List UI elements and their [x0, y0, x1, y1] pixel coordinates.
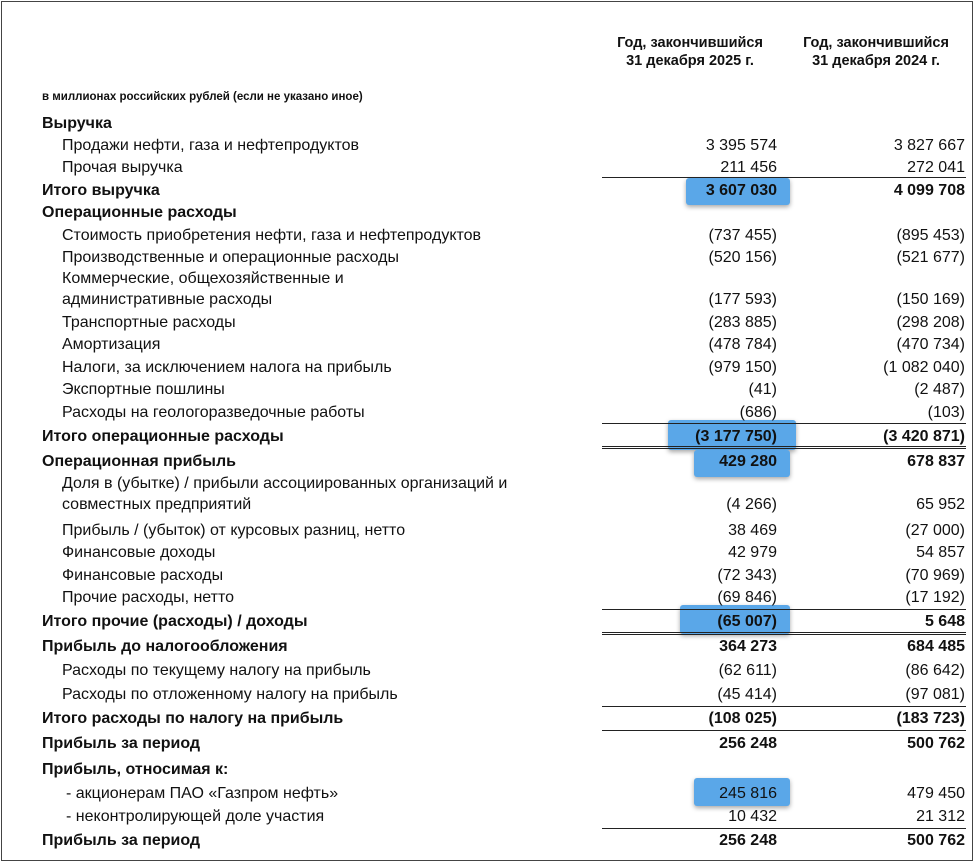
- table-row: [0, 452, 976, 475]
- row-label: совместных предприятий: [62, 496, 252, 513]
- table-row: [0, 181, 976, 204]
- row-label: Налоги, за исключением налога на прибыль: [62, 359, 392, 376]
- table-row: [0, 709, 976, 732]
- value-2024: (1 082 040): [883, 359, 965, 376]
- table-row: [0, 760, 976, 783]
- table-row: [0, 588, 976, 611]
- value-2025: (478 784): [708, 336, 777, 353]
- row-label: Итого расходы по налогу на прибыль: [42, 710, 344, 727]
- table-row: [0, 313, 976, 336]
- value-2025: 3 395 574: [705, 137, 777, 154]
- row-label: Коммерческие, общехозяйственные и: [62, 270, 344, 287]
- table-row: [0, 248, 976, 271]
- value-2024: (183 723): [896, 710, 965, 727]
- value-2025: 256 248: [719, 832, 777, 849]
- value-2025: 211 456: [720, 159, 777, 176]
- row-label: Продажи нефти, газа и нефтепродуктов: [62, 137, 359, 154]
- value-2024: (17 192): [905, 589, 965, 606]
- value-2025: 3 607 030: [705, 182, 777, 199]
- table-row: [0, 831, 976, 854]
- table-row: [0, 521, 976, 544]
- units-note: в миллионах российских рублей (если не указано иное): [42, 91, 363, 103]
- value-2024: (150 169): [896, 291, 965, 308]
- value-2025: (177 593): [708, 291, 777, 308]
- row-label: Прибыль за период: [42, 832, 201, 849]
- value-2025: (62 611): [718, 662, 777, 679]
- value-2024: 54 857: [916, 544, 965, 561]
- subtotal-divider: [602, 706, 966, 707]
- value-2024: 272 041: [907, 159, 965, 176]
- value-2025: 429 280: [719, 453, 777, 470]
- value-2024: 479 450: [907, 785, 965, 802]
- table-row: [0, 784, 976, 807]
- value-2024: (86 642): [905, 662, 965, 679]
- table-row: [0, 495, 976, 518]
- value-2024: (895 453): [896, 227, 965, 244]
- row-label: административные расходы: [62, 291, 273, 308]
- value-2025: (979 150): [708, 359, 777, 376]
- table-row: [0, 380, 976, 403]
- value-2024: (2 487): [914, 381, 965, 398]
- row-label: Операционные расходы: [42, 204, 237, 221]
- value-2025: (3 177 750): [695, 428, 777, 445]
- value-2024: (470 734): [896, 336, 965, 353]
- row-label: Расходы по текущему налогу на прибыль: [62, 662, 371, 679]
- value-2024: (298 208): [896, 314, 965, 331]
- subtotal-divider: [602, 609, 966, 610]
- row-label: Производственные и операционные расходы: [62, 249, 399, 266]
- value-2025: (283 885): [708, 314, 777, 331]
- value-2024: (27 000): [905, 522, 965, 539]
- table-row: [0, 290, 976, 313]
- value-2025: 256 248: [719, 735, 777, 752]
- row-label: Операционная прибыль: [42, 453, 236, 470]
- row-label: Прибыль / (убыток) от курсовых разниц, нетто: [62, 522, 406, 539]
- value-2025: (108 025): [708, 710, 777, 727]
- table-row: [0, 114, 976, 137]
- value-2024: (3 420 871): [883, 428, 965, 445]
- table-row: [0, 566, 976, 589]
- value-2024: (103): [927, 404, 965, 421]
- value-2024: 3 827 667: [893, 137, 965, 154]
- value-2025: (41): [748, 381, 777, 398]
- row-label: Финансовые доходы: [62, 544, 216, 561]
- row-label: Выручка: [42, 115, 112, 132]
- value-2024: 678 837: [907, 453, 965, 470]
- column-header-2024-line1: Год, закончившийся: [803, 35, 949, 51]
- value-2024: (521 677): [896, 249, 965, 266]
- table-row: [0, 734, 976, 757]
- row-label: Итого прочие (расходы) / доходы: [42, 613, 308, 630]
- subtotal-divider: [602, 423, 966, 424]
- value-2025: (72 343): [717, 567, 777, 584]
- table-row: [0, 358, 976, 381]
- value-2025: 38 469: [728, 522, 777, 539]
- column-header-2025-line1: Год, закончившийся: [617, 35, 763, 51]
- value-2025: 245 816: [719, 785, 777, 802]
- row-label: Амортизация: [62, 336, 161, 353]
- row-label: Финансовые расходы: [62, 567, 224, 584]
- subtotal-divider: [602, 730, 966, 731]
- row-label: Прочая выручка: [62, 159, 183, 176]
- row-label: Прочие расходы, нетто: [62, 589, 235, 606]
- value-2025: (65 007): [717, 613, 777, 630]
- value-2025: (69 846): [717, 589, 777, 606]
- column-header-2024: [786, 34, 966, 70]
- total-divider: [602, 634, 966, 635]
- table-row: [0, 335, 976, 358]
- row-label: Прибыль до налогообложения: [42, 638, 288, 655]
- column-header-2025-line2: 31 декабря 2025 г.: [626, 53, 754, 69]
- row-label: Прибыль за период: [42, 735, 201, 752]
- subtotal-divider: [602, 177, 966, 178]
- row-label: - акционерам ПАО «Газпром нефть»: [66, 785, 339, 802]
- row-label: Транспортные расходы: [62, 314, 236, 331]
- value-2024: (70 969): [905, 567, 965, 584]
- column-header-2025: [600, 34, 780, 70]
- row-label: Итого операционные расходы: [42, 428, 284, 445]
- value-2025: 42 979: [728, 544, 777, 561]
- value-2025: (737 455): [708, 227, 777, 244]
- row-label: Экспортные пошлины: [62, 381, 225, 398]
- value-2025: (520 156): [708, 249, 777, 266]
- value-2025: (45 414): [717, 686, 777, 703]
- table-row: [0, 226, 976, 249]
- column-header-2024-line2: 31 декабря 2024 г.: [812, 53, 940, 69]
- value-2025: 10 432: [728, 808, 777, 825]
- row-label: Расходы по отложенному налогу на прибыль: [62, 686, 398, 703]
- value-2024: 5 648: [924, 613, 965, 630]
- value-2025: (4 266): [726, 496, 777, 513]
- row-label: - неконтролирующей доле участия: [66, 808, 325, 825]
- value-2024: 21 312: [916, 808, 965, 825]
- table-row: [0, 136, 976, 159]
- table-row: [0, 269, 976, 292]
- subtotal-divider: [602, 828, 966, 829]
- value-2024: 500 762: [907, 735, 965, 752]
- value-2024: 684 485: [907, 638, 965, 655]
- value-2024: 65 952: [916, 496, 965, 513]
- value-2024: 500 762: [907, 832, 965, 849]
- table-row: [0, 637, 976, 660]
- row-label: Доля в (убытке) / прибыли ассоциированных организаций и: [62, 475, 508, 492]
- value-2024: 4 099 708: [893, 182, 965, 199]
- row-label: Расходы на геологоразведочные работы: [62, 404, 365, 421]
- table-row: [0, 661, 976, 684]
- table-row: [0, 474, 976, 497]
- total-divider: [602, 448, 966, 449]
- table-row: [0, 203, 976, 226]
- value-2025: 364 273: [719, 638, 777, 655]
- row-label: Прибыль, относимая к:: [42, 761, 229, 778]
- table-row: [0, 807, 976, 830]
- table-row: [0, 543, 976, 566]
- value-2025: (686): [739, 404, 777, 421]
- table-row: [0, 685, 976, 708]
- value-2024: (97 081): [905, 686, 965, 703]
- row-label: Стоимость приобретения нефти, газа и нефтепродуктов: [62, 227, 482, 244]
- row-label: Итого выручка: [42, 182, 160, 199]
